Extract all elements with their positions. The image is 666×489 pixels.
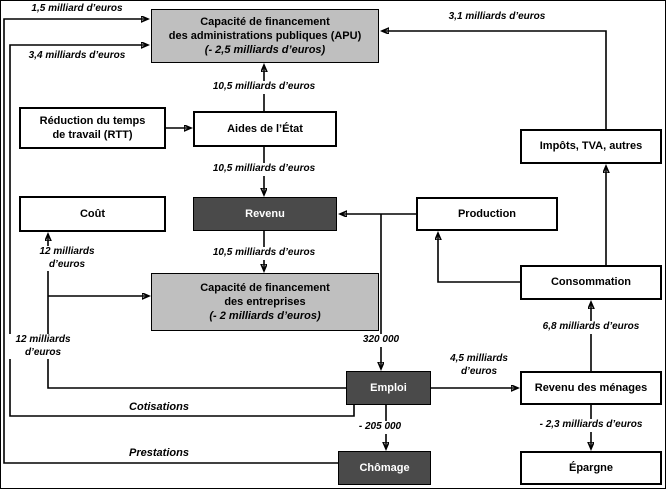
box-production bbox=[416, 197, 558, 231]
box-revenu-title: Revenu bbox=[245, 207, 285, 220]
box-consommation-title: Consommation bbox=[550, 276, 632, 289]
box-cout-title: Coût bbox=[79, 207, 106, 220]
label-aides-to-apu: 10,5 milliards d’euros bbox=[212, 81, 316, 92]
box-aides-etat-title: Aides de l’État bbox=[227, 122, 303, 135]
label-aides-to-revenu: 10,5 milliards d’euros bbox=[212, 163, 316, 174]
label-prestations-amount: 1,5 milliard d’euros bbox=[31, 3, 123, 14]
box-revenu-menages bbox=[520, 371, 662, 405]
label-jobs-created: 320 000 bbox=[362, 334, 400, 345]
box-revenu bbox=[193, 197, 337, 231]
box-production-title: Production bbox=[457, 207, 517, 220]
box-apu-line2: des administrations publiques (APU) bbox=[168, 29, 362, 42]
label-taxes-amount: 3,1 milliards d’euros bbox=[448, 11, 546, 22]
box-apu bbox=[151, 9, 379, 63]
box-revenu-menages-title: Revenu des ménages bbox=[534, 381, 648, 394]
label-cotisations-word: Cotisations bbox=[129, 401, 189, 413]
box-rtt-line1: Réduction du temps bbox=[39, 114, 146, 127]
label-revenu-to-entreprises: 10,5 milliards d’euros bbox=[212, 247, 316, 258]
box-entreprises-line1: Capacité de financement bbox=[200, 281, 330, 294]
label-savings-amount: - 2,3 milliards d’euros bbox=[539, 419, 643, 430]
box-rtt-line2: de travail (RTT) bbox=[52, 129, 133, 141]
box-entreprises-amount: (- 2 milliards d’euros) bbox=[209, 310, 321, 323]
box-chomage-title: Chômage bbox=[359, 461, 410, 474]
box-entreprises-line2: des entreprises bbox=[224, 295, 306, 308]
label-cotisations-amount: 3,4 milliards d’euros bbox=[28, 50, 126, 61]
box-apu-line1: Capacité de financement bbox=[200, 15, 330, 28]
box-epargne-title: Épargne bbox=[568, 461, 613, 474]
box-consommation bbox=[520, 265, 662, 300]
label-cout-lower: 12 milliards d’euros bbox=[9, 334, 77, 359]
box-apu-amount: (- 2,5 milliards d’euros) bbox=[204, 44, 326, 57]
box-emploi bbox=[346, 371, 431, 405]
box-rtt bbox=[19, 107, 166, 149]
label-cout-upper: 12 milliards d’euros bbox=[37, 246, 97, 271]
label-wages: 4,5 milliards d’euros bbox=[447, 353, 511, 378]
box-emploi-title: Emploi bbox=[370, 381, 407, 394]
box-impots-tva-title: Impôts, TVA, autres bbox=[539, 140, 643, 153]
arrow-consommation-production bbox=[438, 234, 520, 282]
label-prestations-word: Prestations bbox=[129, 447, 189, 459]
label-consumption-amount: 6,8 milliards d’euros bbox=[542, 321, 640, 332]
box-entreprises bbox=[151, 273, 379, 331]
box-aides-etat bbox=[193, 111, 337, 147]
box-impots-tva bbox=[520, 129, 662, 164]
label-unemployment-delta: - 205 000 bbox=[358, 421, 402, 432]
box-epargne bbox=[520, 451, 662, 485]
arrow-impots-apu bbox=[383, 31, 606, 129]
box-chomage bbox=[338, 451, 431, 485]
box-cout bbox=[19, 196, 166, 232]
flow-arrows-layer bbox=[1, 1, 666, 489]
